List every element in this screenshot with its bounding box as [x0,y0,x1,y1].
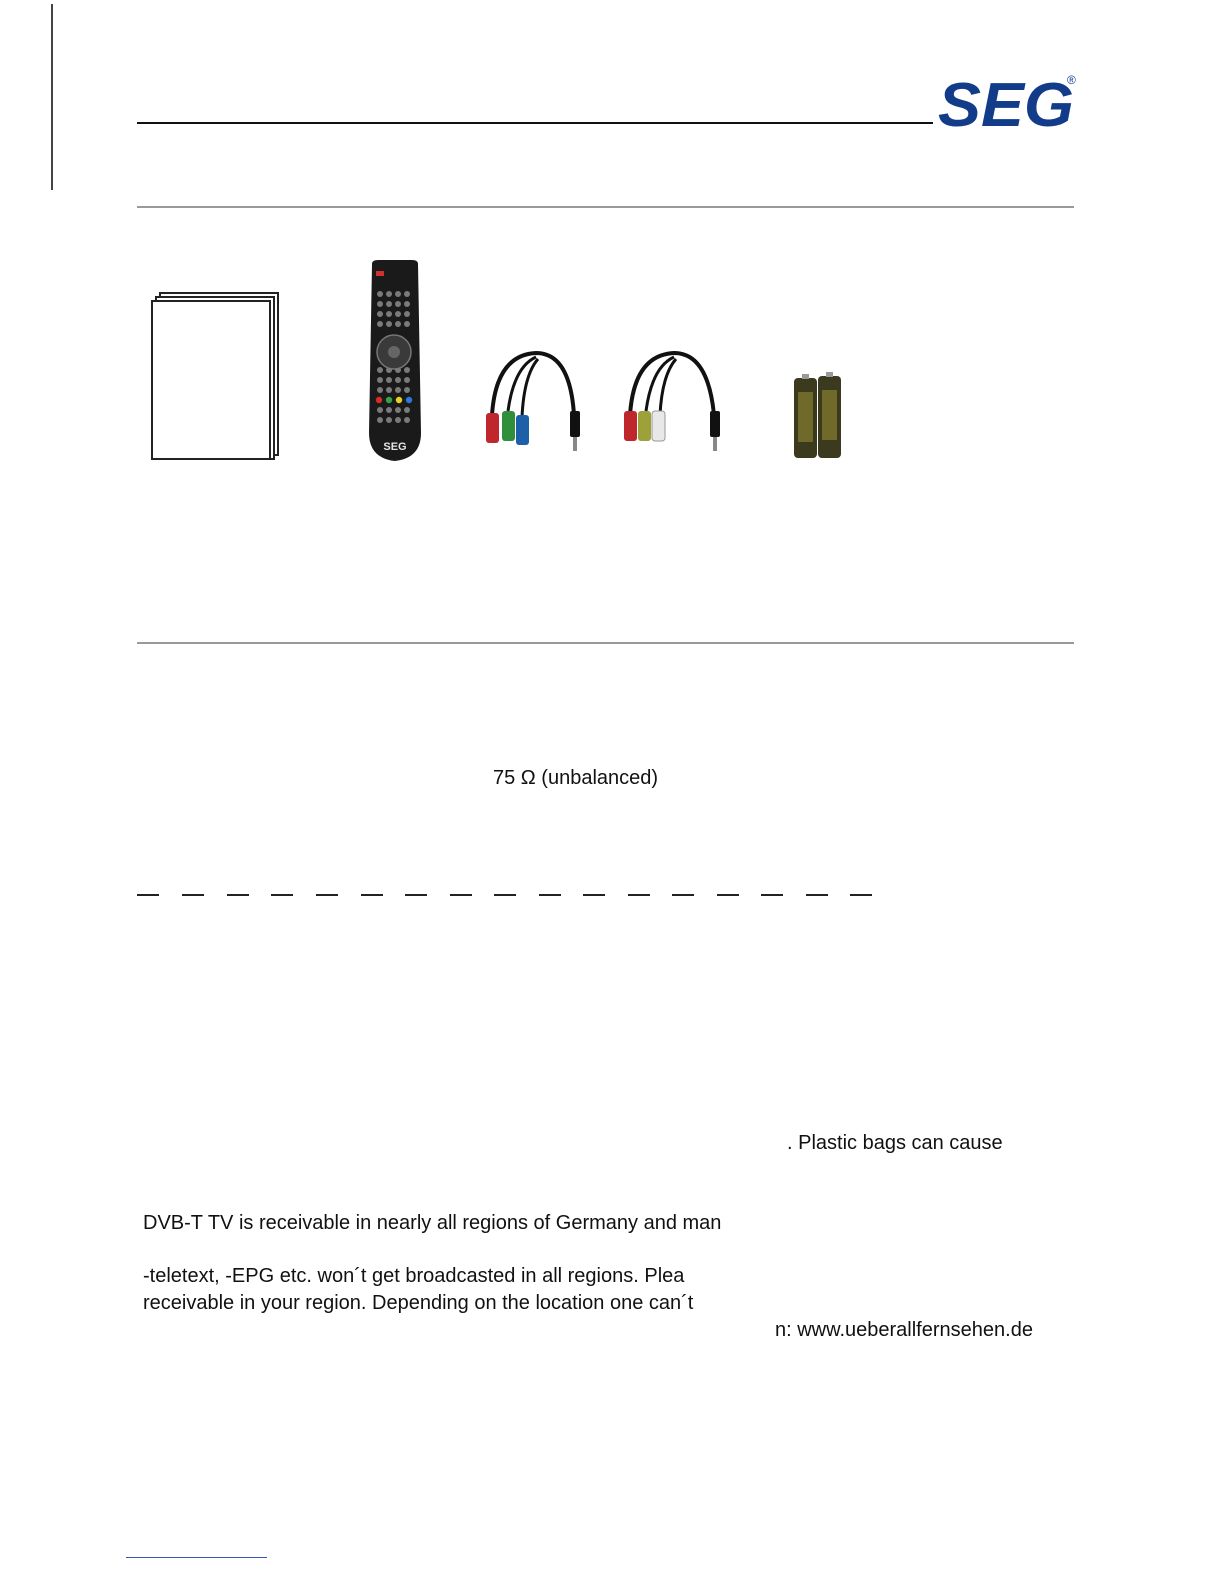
remote-control-icon [366,258,424,464]
logo-text: SEG [938,71,1074,130]
dvbt-text-line-1: DVB-T TV is receivable in nearly all regions of Germany and man [143,1212,722,1234]
registered-mark: ® [1067,73,1076,87]
dvbt-website: n: www.ueberallfernsehen.de [775,1319,1033,1341]
header-rule [137,122,933,124]
footer-link-underline [126,1557,267,1558]
dashed-separator [137,894,877,898]
remote-logo-text: SEG [383,441,407,453]
dvbt-text-line-3: receivable in your region. Depending on the location one can´t [143,1292,694,1314]
manual-icon [150,290,284,464]
section-rule-middle [137,642,1074,644]
component-adapter-cable-icon [478,345,596,455]
av-adapter-cable-icon [616,345,734,455]
batteries-icon [790,372,846,462]
margin-bar [51,4,53,190]
plastic-bags-warning: . Plastic bags can cause [787,1132,1003,1154]
dvbt-text-line-2: -teletext, -EPG etc. won´t get broadcasted in all regions. Plea [143,1265,685,1287]
antenna-impedance: 75 Ω (unbalanced) [493,767,659,789]
seg-logo [936,70,1082,130]
section-rule-top [137,206,1074,208]
